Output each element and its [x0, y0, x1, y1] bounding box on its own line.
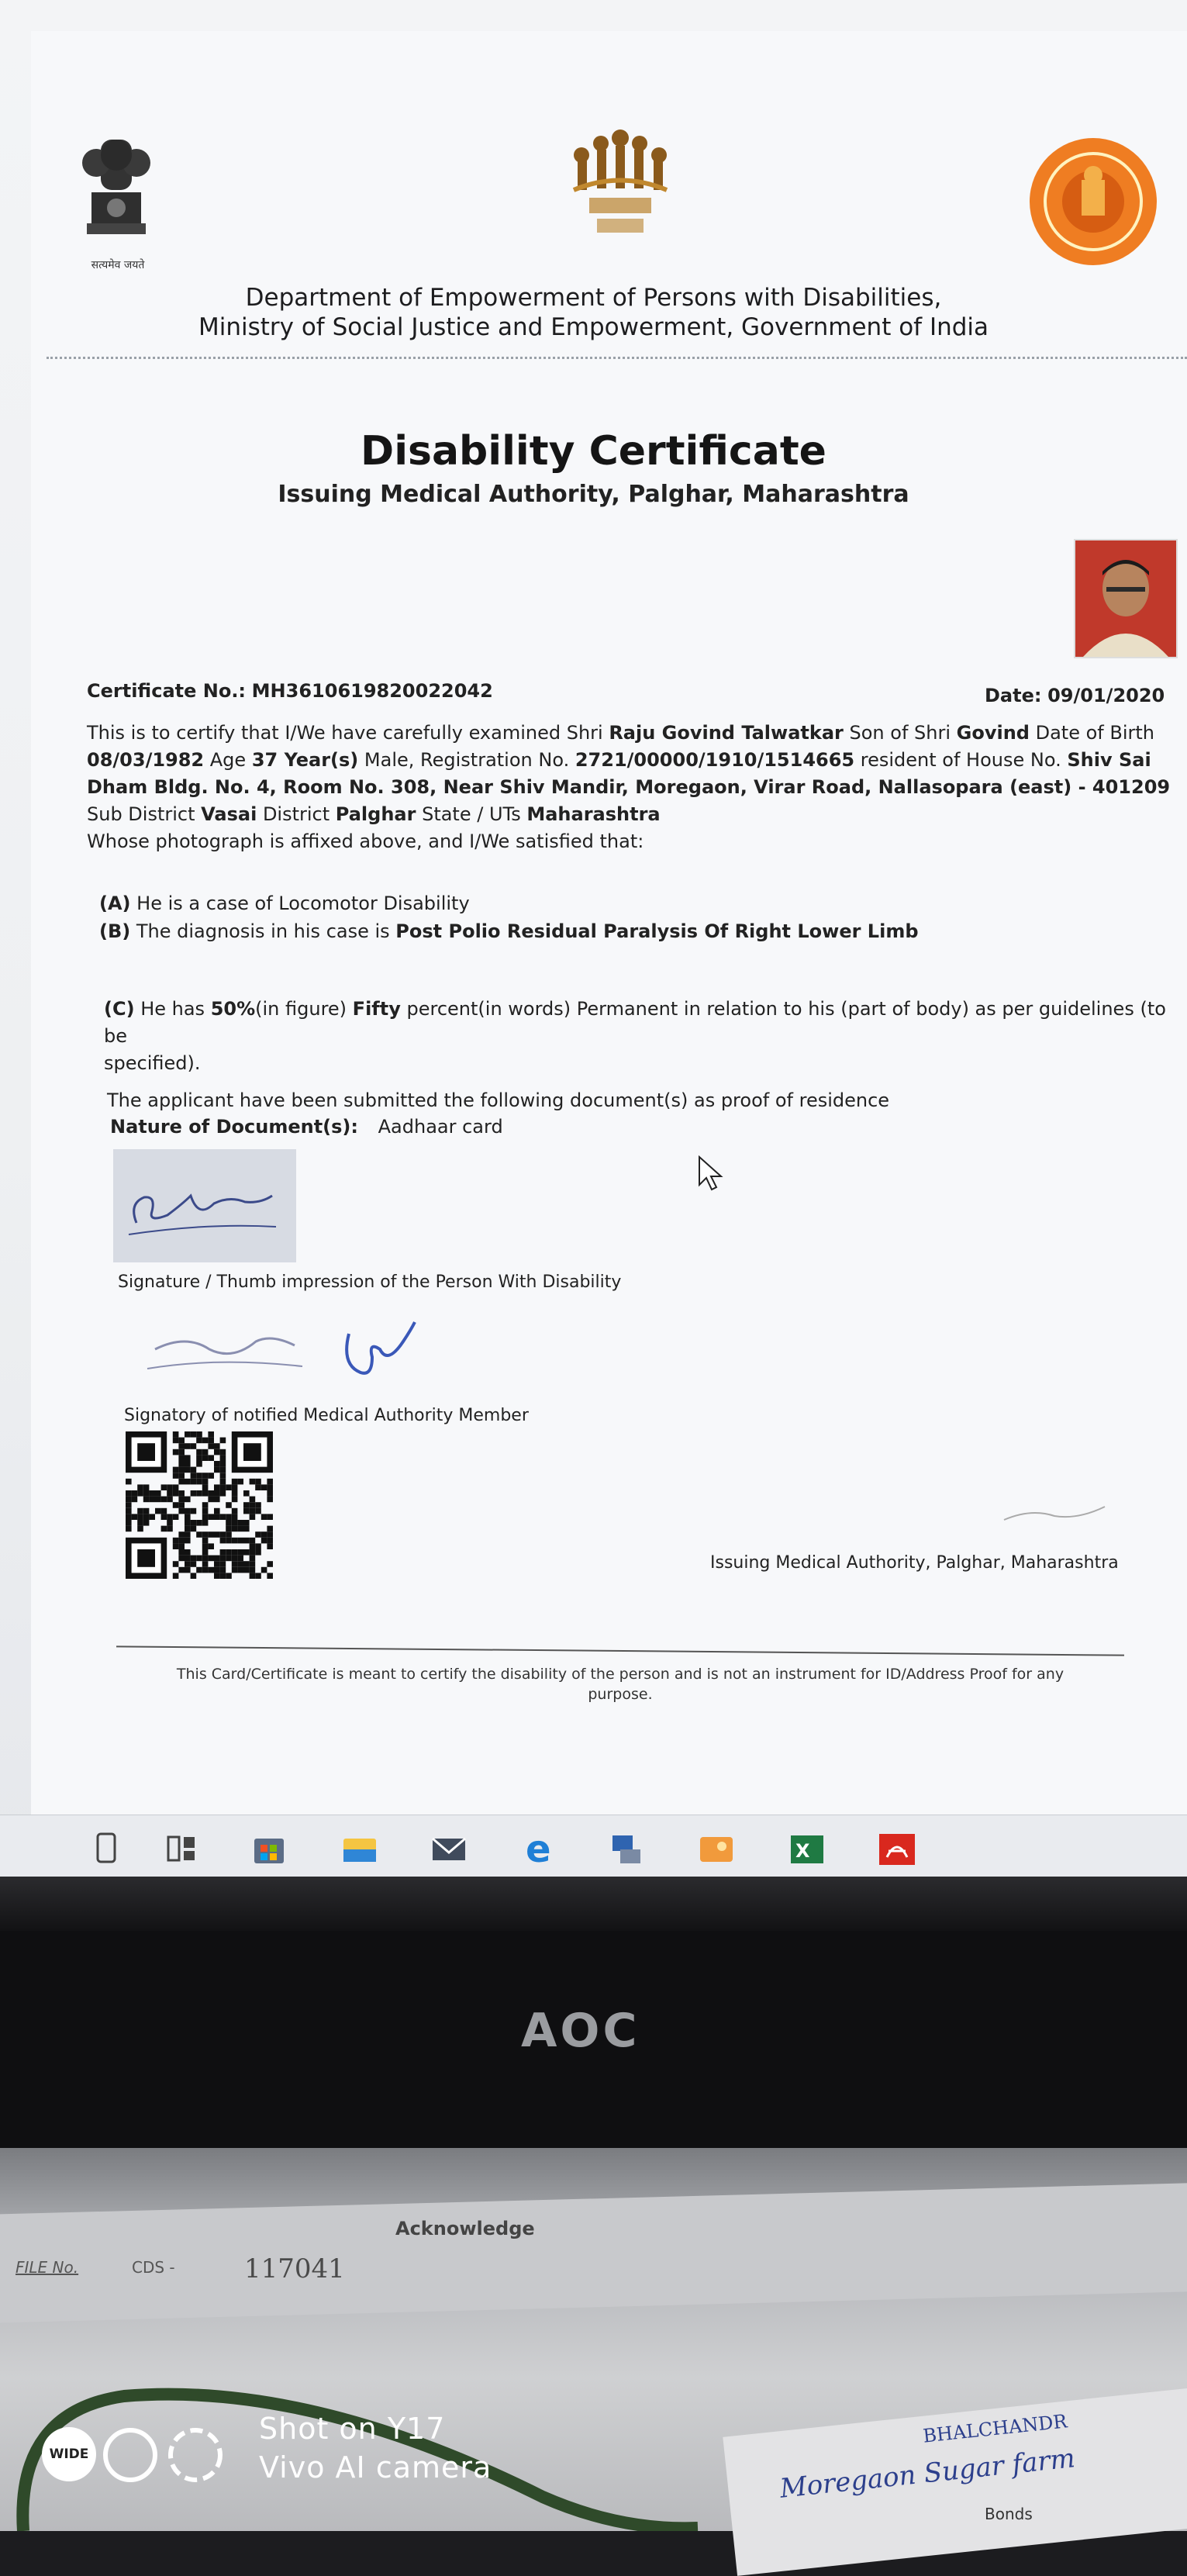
diagnosis: Post Polio Residual Paralysis Of Right Lower Limb: [395, 920, 919, 942]
body-text: Son of Shri: [843, 722, 957, 744]
issuing-authority-label: Issuing Medical Authority, Palghar, Maharashtra: [710, 1553, 1119, 1573]
maharashtra-seal-icon: [1027, 132, 1159, 271]
paragraph-line-4: [87, 801, 1187, 828]
photos-icon[interactable]: [694, 1826, 739, 1871]
mouse-cursor-icon: [698, 1155, 724, 1191]
district: Palghar: [335, 803, 416, 825]
finding-a-label: (A): [99, 893, 131, 914]
body-text: Age: [204, 749, 252, 771]
body-text: Male, Registration No.: [358, 749, 575, 771]
applicant-signature-label: Signature / Thumb impression of the Person With Disability: [118, 1272, 622, 1292]
phone-icon[interactable]: [84, 1826, 129, 1871]
certificate-number-label: Certificate No.:: [87, 680, 247, 702]
date-of-birth: 08/03/1982: [87, 749, 205, 771]
father-name: Govind: [956, 722, 1030, 744]
paragraph-line-2: [87, 747, 1187, 774]
sub-district: Vasai: [201, 803, 257, 825]
applicant-signature-image: [113, 1149, 296, 1262]
mail-icon[interactable]: [426, 1826, 471, 1871]
body-text: District: [257, 803, 336, 825]
body-text: Date of Birth: [1029, 722, 1154, 744]
paragraph-line-1: [87, 720, 1187, 747]
emblem-motto: सत्यमेव जयते: [91, 259, 145, 271]
applicant-age: 37 Year(s): [251, 749, 359, 771]
paper-bonds: Bonds: [985, 2505, 1033, 2523]
department-line-1: Department of Empowerment of Persons with Disabilities,: [245, 284, 942, 312]
monitor-bezel-edge: [0, 1877, 1187, 1931]
footer-note-line-2: purpose.: [588, 1686, 653, 1703]
certificate-date-label: Date:: [985, 685, 1042, 706]
certificate-number: MH3610619820022042: [251, 680, 493, 702]
task-view-icon[interactable]: [159, 1826, 204, 1871]
watermark-line-2: Vivo AI camera: [259, 2450, 492, 2484]
body-text: Sub District: [87, 803, 202, 825]
store-icon[interactable]: [247, 1826, 292, 1871]
house-name: Shiv Sai: [1067, 749, 1151, 771]
finding-c-text: He has: [134, 998, 211, 1020]
document-label: Nature of Document(s):: [110, 1116, 358, 1138]
finding-c-label: (C): [104, 998, 135, 1020]
certification-paragraph: [87, 720, 1187, 855]
file-explorer-icon[interactable]: [337, 1826, 382, 1871]
stamp-scribble-icon: [1000, 1500, 1109, 1531]
finding-c: [104, 996, 1174, 1077]
wide-badge: WIDE: [42, 2427, 96, 2481]
svg-text:X: X: [795, 1840, 810, 1862]
edge-icon[interactable]: [518, 1826, 563, 1871]
certificate-title: Disability Certificate: [361, 428, 826, 475]
finding-c-text: percent(in words) Permanent in relation to his (part of body) as per guidelines (to be: [104, 998, 1166, 1047]
finding-a: [99, 890, 470, 917]
finding-c-line-2: specified).: [104, 1052, 201, 1074]
authority-signature-label: Signatory of notified Medical Authority Member: [124, 1406, 529, 1425]
svg-text:e: e: [526, 1828, 551, 1871]
address-line: Dham Bldg. No. 4, Room No. 308, Near Shiv Mandir, Moregaon, Virar Road, Nallasopara (east) - 401209: [87, 776, 1171, 798]
footer-note-line-1: This Card/Certificate is meant to certify the disability of the person and is not an instrument for ID/Address Proof for any: [176, 1666, 1065, 1683]
disability-percent-words: Fifty: [352, 998, 401, 1020]
national-emblem-icon: [78, 132, 155, 268]
paper-acknowledge-text: Acknowledge: [395, 2218, 535, 2239]
certificate-number-row: [87, 678, 493, 705]
taskbar: [0, 1815, 1187, 1877]
paper-bottom-line-2: Moregaon Sugar farm: [778, 2443, 1077, 2505]
acrobat-icon[interactable]: [875, 1826, 920, 1871]
applicant-photo: [1074, 539, 1178, 658]
qr-code-icon: [126, 1431, 281, 1579]
document-value: Aadhaar card: [378, 1116, 503, 1138]
finding-b: [99, 918, 919, 945]
authority-signature-image: [140, 1310, 450, 1396]
finding-b-label: (B): [99, 920, 131, 942]
monitor-brand: AOC: [521, 2004, 640, 2058]
excel-icon[interactable]: [785, 1826, 830, 1871]
residence-proof-text: The applicant have been submitted the following document(s) as proof of residence: [107, 1089, 890, 1111]
department-logo-icon: [558, 124, 682, 248]
finding-c-text: (in figure): [255, 998, 353, 1020]
body-text: resident of House No.: [854, 749, 1068, 771]
certificate-issuer: Issuing Medical Authority, Palghar, Maharashtra: [278, 481, 909, 508]
finding-b-text: The diagnosis in his case is: [130, 920, 396, 942]
document-row: [110, 1114, 503, 1141]
finding-a-text: He is a case of Locomotor Disability: [130, 893, 470, 914]
certificate-date-row: [985, 682, 1165, 710]
body-text: State / UTs: [416, 803, 527, 825]
paragraph-line-5: Whose photograph is affixed above, and I/We satisfied that:: [87, 830, 644, 852]
paper-cds: CDS -: [132, 2258, 175, 2277]
certificate-date: 09/01/2020: [1047, 685, 1165, 706]
disability-percent: 50%: [210, 998, 256, 1020]
state: Maharashtra: [526, 803, 661, 825]
registration-number: 2721/00000/1910/1514665: [575, 749, 855, 771]
paper-bottom-line-1: BHALCHANDR: [922, 2410, 1068, 2447]
watermark-line-1: Shot on Y17: [259, 2412, 446, 2446]
vivo-logo-icon: [101, 2426, 233, 2484]
header-divider: [47, 357, 1187, 359]
department-line-2: Ministry of Social Justice and Empowerment, Government of India: [198, 313, 989, 341]
paper-number: 117041: [244, 2253, 345, 2284]
applicant-name: Raju Govind Talwatkar: [609, 722, 844, 744]
body-text: This is to certify that I/We have carefully examined Shri: [87, 722, 609, 744]
network-icon[interactable]: [605, 1826, 650, 1871]
paper-file-no: FILE No.: [16, 2258, 79, 2277]
finding-c-line-1: [104, 996, 1174, 1050]
